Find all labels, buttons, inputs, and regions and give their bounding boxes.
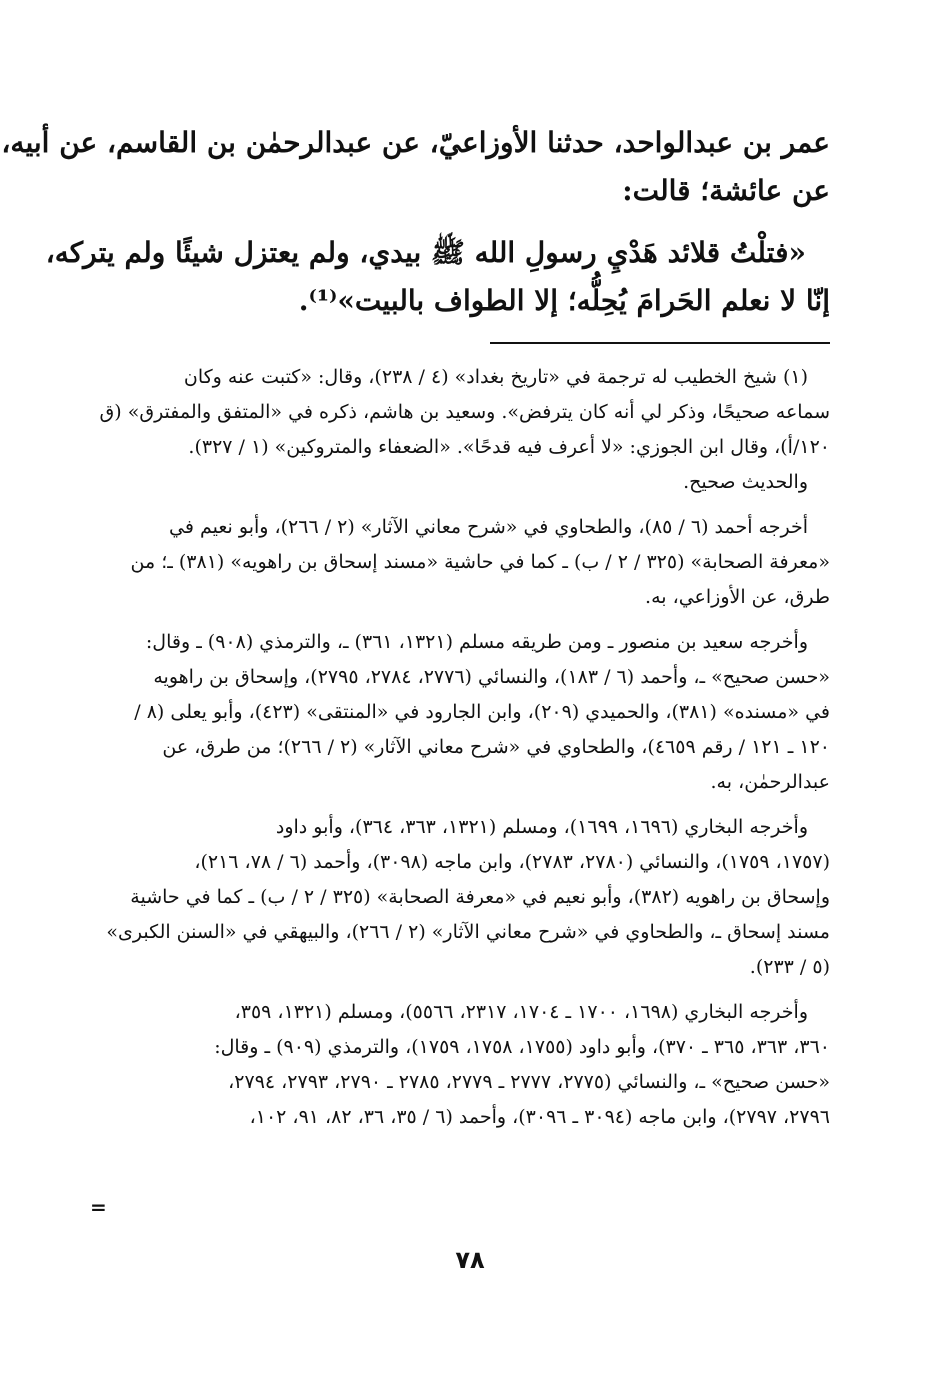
footnote-line: في «مسنده» (٣٨١)، والحميدي (٢٠٩)، وابن الجارود في «المنتقى» (٤٢٣)، وأبو يعلى (٨ / bbox=[134, 701, 830, 723]
footnote-line: وأخرجه سعيد بن منصور ـ ومن طريقه مسلم (١٣٢١، ٣٦١) ـ، والترمذي (٩٠٨) ـ وقال: bbox=[145, 631, 808, 653]
footnote-line: مسند إسحاق ـ، والطحاوي في «شرح معاني الآثار» (٢ / ٢٦٦)، والبيهقي في «السنن الكبرى» bbox=[106, 921, 830, 943]
footnote-line: أخرجه أحمد (٦ / ٨٥)، والطحاوي في «شرح معاني الآثار» (٢ / ٢٦٦)، وأبو نعيم في bbox=[169, 516, 808, 538]
footnote-line: (٥ / ٢٣٣). bbox=[749, 956, 830, 978]
footnote-line: عبدالرحمٰن، به. bbox=[710, 771, 830, 793]
footnotes-section bbox=[99, 360, 830, 1145]
footnote-line: «حسن صحيح» ـ، والنسائي (٢٧٧٥، ٢٧٧٧ ـ ٢٧٧٩، ٢٧٨٥ ـ ٢٧٩٠، ٢٧٩٣، ٢٧٩٤، bbox=[228, 1071, 830, 1093]
footnote-paragraph bbox=[106, 810, 830, 985]
footnote-line: ٢٧٩٦، ٢٧٩٧)، وابن ماجه (٣٠٩٤ ـ ٣٠٩٦)، وأحمد (٦ / ٣٥، ٣٦، ٨٢، ٩١، ١٠٢، bbox=[249, 1106, 830, 1128]
footnote-line: ١٢٠/أ)، وقال ابن الجوزي: «لا أعرف فيه قدحًا». «الضعفاء والمتروكين» (١ / ٣٢٧). bbox=[188, 436, 830, 458]
footnote-line: طرق، عن الأوزاعي، به. bbox=[645, 586, 830, 608]
footnote-line: «حسن صحيح» ـ، وأحمد (٦ / ١٨٣)، والنسائي (٢٧٧٦، ٢٧٨٤، ٢٧٩٥)، وإسحاق بن راهويه bbox=[153, 666, 830, 688]
footnote-line: والحديث صحيح. bbox=[683, 471, 808, 493]
footnote-paragraph bbox=[99, 360, 830, 500]
footnote-line: سماعه صحيحًا، وذكر لي أنه كان يترفض». وسعيد بن هاشم، ذكره في «المتفق والمفترق» (ق bbox=[99, 401, 830, 423]
footnote-line: (١٧٥٧، ١٧٥٩)، والنسائي (٢٧٨٠، ٢٧٨٣)، وابن ماجه (٣٠٩٨)، وأحمد (٦ / ٧٨، ٢١٦)، bbox=[194, 851, 830, 873]
footnote-paragraph bbox=[110, 510, 830, 615]
footnote-divider bbox=[490, 342, 830, 344]
page-number: ٧٨ bbox=[455, 1246, 485, 1274]
continuation-mark: = bbox=[90, 1195, 107, 1219]
footnote-line: وإسحاق بن راهويه (٣٨٢)، وأبو نعيم في «معرفة الصحابة» (٣٢٥ / ٢ / ب) ـ كما في حاشية bbox=[130, 886, 830, 908]
footnote-line: (١) شيخ الخطيب له ترجمة في «تاريخ بغداد» (٤ / ٢٣٨)، وقال: «كتبت عنه وكان bbox=[183, 366, 808, 388]
main-text-line: عن عائشة؛ قالت: bbox=[622, 174, 830, 207]
main-text-isnad bbox=[1, 119, 830, 215]
main-text-line: إنّا لا نعلم الحَرامَ يُحِلُّه؛ إلا الطواف بالبيت»⁽¹⁾. bbox=[298, 284, 830, 317]
footnote-line: ١٢٠ ـ ١٢١ / رقم ٤٦٥٩)، والطحاوي في «شرح معاني الآثار» (٢ / ٢٦٦)؛ من طرق، عن bbox=[162, 736, 830, 758]
main-text-line: عمر بن عبدالواحد، حدثنا الأوزاعيّ، عن عبدالرحمٰن بن القاسم، عن أبيه، bbox=[1, 126, 830, 159]
footnote-paragraph bbox=[110, 995, 830, 1135]
footnote-line: وأخرجه البخاري (١٦٩٦، ١٦٩٩)، ومسلم (١٣٢١، ٣٦٣، ٣٦٤)، وأبو داود bbox=[275, 816, 808, 838]
footnote-line: «معرفة الصحابة» (٣٢٥ / ٢ / ب) ـ كما في حاشية «مسند إسحاق بن راهويه» (٣٨١) ـ؛ من bbox=[130, 551, 830, 573]
main-text-hadith bbox=[45, 229, 830, 325]
footnote-paragraph bbox=[110, 625, 830, 800]
main-text-line: «فتلْتُ قلائد هَدْيِ رسولِ الله ﷺ بيدي، ولم يعتزل شيئًا ولم يتركه، bbox=[45, 236, 806, 269]
footnote-line: وأخرجه البخاري (١٦٩٨، ١٧٠٠ ـ ١٧٠٤، ٢٣١٧، ٥٥٦٦)، ومسلم (١٣٢١، ٣٥٩، bbox=[234, 1001, 808, 1023]
footnote-line: ٣٦٠، ٣٦٣، ٣٦٥ ـ ٣٧٠)، وأبو داود (١٧٥٥، ١٧٥٨، ١٧٥٩)، والترمذي (٩٠٩) ـ وقال: bbox=[214, 1036, 830, 1058]
